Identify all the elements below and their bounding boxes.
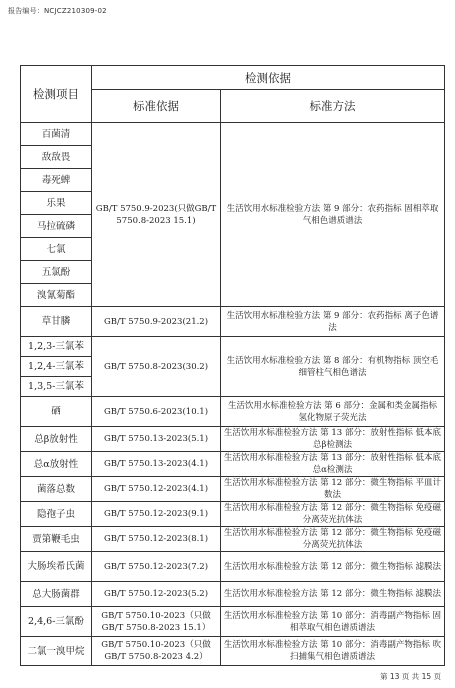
method-cell: 生活饮用水标准检验方法 第 9 部分：农药指标 离子色谱法 [221,307,445,337]
item-cell: 草甘膦 [21,307,92,337]
table-row [21,477,445,502]
item-cell: 百菌清 [21,123,92,146]
item-cell: 硒 [21,397,92,427]
item-cell: 2,4,6-三氯酚 [21,607,92,637]
item-cell: 总α放射性 [21,452,92,477]
standard-cell: GB/T 5750.13-2023(5.1) [92,427,221,452]
item-cell: 1,2,3-三氯苯 [21,337,92,357]
item-cell: 马拉硫磷 [21,215,92,238]
method-cell: 生活饮用水标准检验方法 第 10 部分：消毒副产物指标 固相萃取气相色谱质谱法 [221,607,445,637]
table-row [21,427,445,452]
table-row [21,582,445,607]
standard-cell: GB/T 5750.13-2023(4.1) [92,452,221,477]
item-cell: 大肠埃希氏菌 [21,552,92,582]
item-cell: 1,2,4-三氯苯 [21,357,92,377]
item-cell: 菌落总数 [21,477,92,502]
item-cell: 七氯 [21,238,92,261]
standard-cell: GB/T 5750.8-2023(30.2) [92,337,221,397]
standard-cell: GB/T 5750.6-2023(10.1) [92,397,221,427]
method-cell: 生活饮用水标准检验方法 第 10 部分：消毒副产物指标 吹扫捕集气相色谱质谱法 [221,637,445,666]
item-cell: 总β放射性 [21,427,92,452]
standard-cell: GB/T 5750.12-2023(5.2) [92,582,221,607]
header-item: 检测项目 [21,66,92,123]
item-cell: 五氯酚 [21,261,92,284]
method-cell: 生活饮用水标准检验方法 第 12 部分：微生物指标 平皿计数法 [221,477,445,502]
item-cell: 1,3,5-三氯苯 [21,377,92,397]
method-cell: 生活饮用水标准检验方法 第 13 部分：放射性指标 低本底总α检测法 [221,452,445,477]
item-cell: 二氯一溴甲烷 [21,637,92,666]
header-basis: 检测依据 [92,66,445,90]
item-cell: 总大肠菌群 [21,582,92,607]
item-cell: 隐孢子虫 [21,502,92,527]
standard-cell: GB/T 5750.9-2023(只做GB/T 5750.8-2023 15.1) [92,123,221,307]
table-row [21,552,445,582]
table-row [21,397,445,427]
spec-table [20,65,445,666]
table-row [21,502,445,527]
table-body [21,123,445,666]
item-cell: 毒死蜱 [21,169,92,192]
header-method: 标准方法 [221,90,445,123]
method-cell: 生活饮用水标准检验方法 第 6 部分：金属和类金属指标 氢化物原子荧光法 [221,397,445,427]
page-number: 第 13 页 共 15 页 [379,672,441,681]
item-cell: 敌敌畏 [21,146,92,169]
table-row [21,527,445,552]
standard-cell: GB/T 5750.12-2023(7.2) [92,552,221,582]
standard-cell: GB/T 5750.10-2023（只做GB/T 5750.8-2023 15.1） [92,607,221,637]
method-cell: 生活饮用水标准检验方法 第 12 部分：微生物指标 滤膜法 [221,552,445,582]
standard-cell: GB/T 5750.9-2023(21.2) [92,307,221,337]
standard-cell: GB/T 5750.10-2023（只做GB/T 5750.8-2023 4.2） [92,637,221,666]
item-cell: 溴氰菊酯 [21,284,92,307]
table-row [21,123,445,146]
standard-cell: GB/T 5750.12-2023(8.1) [92,527,221,552]
method-cell: 生活饮用水标准检验方法 第 9 部分：农药指标 固相萃取气相色谱质谱法 [221,123,445,307]
table-row [21,607,445,637]
method-cell: 生活饮用水标准检验方法 第 12 部分：微生物指标 免疫磁分离荧光抗体法 [221,502,445,527]
header-standard: 标准依据 [92,90,221,123]
standard-cell: GB/T 5750.12-2023(4.1) [92,477,221,502]
method-cell: 生活饮用水标准检验方法 第 13 部分：放射性指标 低本底总β检测法 [221,427,445,452]
standard-cell: GB/T 5750.12-2023(9.1) [92,502,221,527]
method-cell: 生活饮用水标准检验方法 第 12 部分：微生物指标 免疫磁分离荧光抗体法 [221,527,445,552]
report-number: 报告编号：NCJCZ210309-02 [8,7,107,15]
item-cell: 乐果 [21,192,92,215]
table-row [21,307,445,337]
table-row [21,452,445,477]
table-row [21,637,445,666]
method-cell: 生活饮用水标准检验方法 第 12 部分：微生物指标 滤膜法 [221,582,445,607]
method-cell: 生活饮用水标准检验方法 第 8 部分：有机物指标 顶空毛细管柱气相色谱法 [221,337,445,397]
table-row [21,337,445,357]
item-cell: 贾第鞭毛虫 [21,527,92,552]
